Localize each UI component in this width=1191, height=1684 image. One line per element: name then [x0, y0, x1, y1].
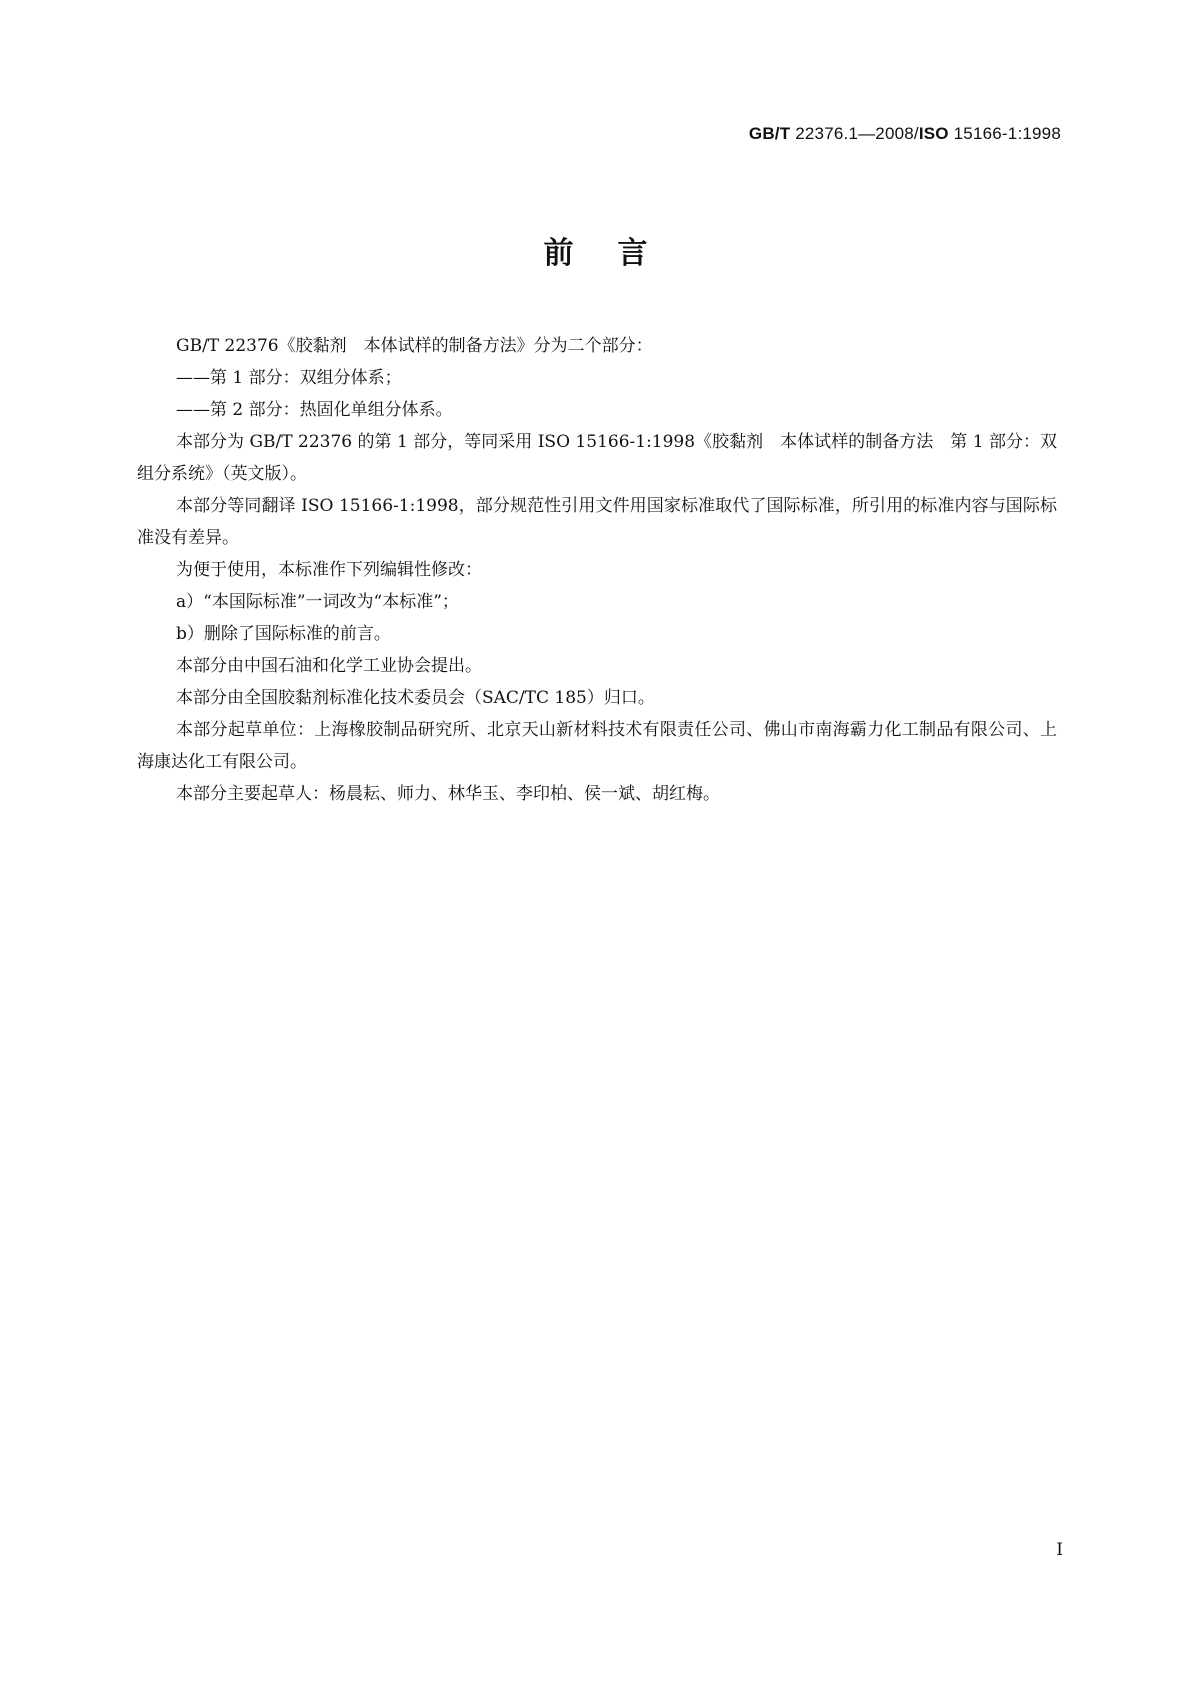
- paragraph-drafting-units: 本部分起草单位：上海橡胶制品研究所、北京天山新材料技术有限责任公司、佛山市南海霸力化工制品有限公司、上海康达化工有限公司。: [137, 720, 1057, 772]
- paragraph-part-2: ——第 2 部分：热固化单组分体系。: [176, 400, 453, 420]
- standard-code-header: [749, 124, 1061, 144]
- standard-code-iso-number: 15166-1:1998: [948, 124, 1061, 143]
- paragraph-main-drafters: 本部分主要起草人：杨晨耘、师力、林华玉、李印柏、侯一斌、胡红梅。: [176, 784, 720, 804]
- paragraph-intro: GB/T 22376《胶黏剂 本体试样的制备方法》分为二个部分：: [176, 336, 653, 356]
- paragraph-editorial-a: a）“本国际标准”一词改为“本标准”；: [176, 592, 459, 612]
- paragraph-proposed-by: 本部分由中国石油和化学工业协会提出。: [176, 656, 482, 676]
- paragraph-translation: 本部分等同翻译 ISO 15166-1:1998，部分规范性引用文件用国家标准取代了国际标准，所引用的标准内容与国际标准没有差异。: [137, 496, 1057, 548]
- standard-code-iso: ISO: [918, 124, 949, 143]
- paragraph-part-1: ——第 1 部分：双组分体系；: [176, 368, 402, 388]
- paragraph-editorial-b: b）删除了国际标准的前言。: [176, 624, 391, 644]
- page-number: I: [1056, 1540, 1063, 1560]
- paragraph-adoption: 本部分为 GB/T 22376 的第 1 部分，等同采用 ISO 15166-1:1998《胶黏剂 本体试样的制备方法 第 1 部分：双组分系统》（英文版）。: [137, 432, 1057, 484]
- paragraph-editorial-intro: 为便于使用，本标准作下列编辑性修改：: [176, 560, 482, 580]
- foreword-body: [137, 330, 1057, 810]
- page-title: 前言: [543, 236, 692, 271]
- paragraph-under-jurisdiction: 本部分由全国胶黏剂标准化技术委员会（SAC/TC 185）归口。: [176, 688, 655, 708]
- standard-code-number: 22376.1—2008/: [790, 124, 919, 143]
- standard-code-prefix: GB/T: [748, 124, 791, 143]
